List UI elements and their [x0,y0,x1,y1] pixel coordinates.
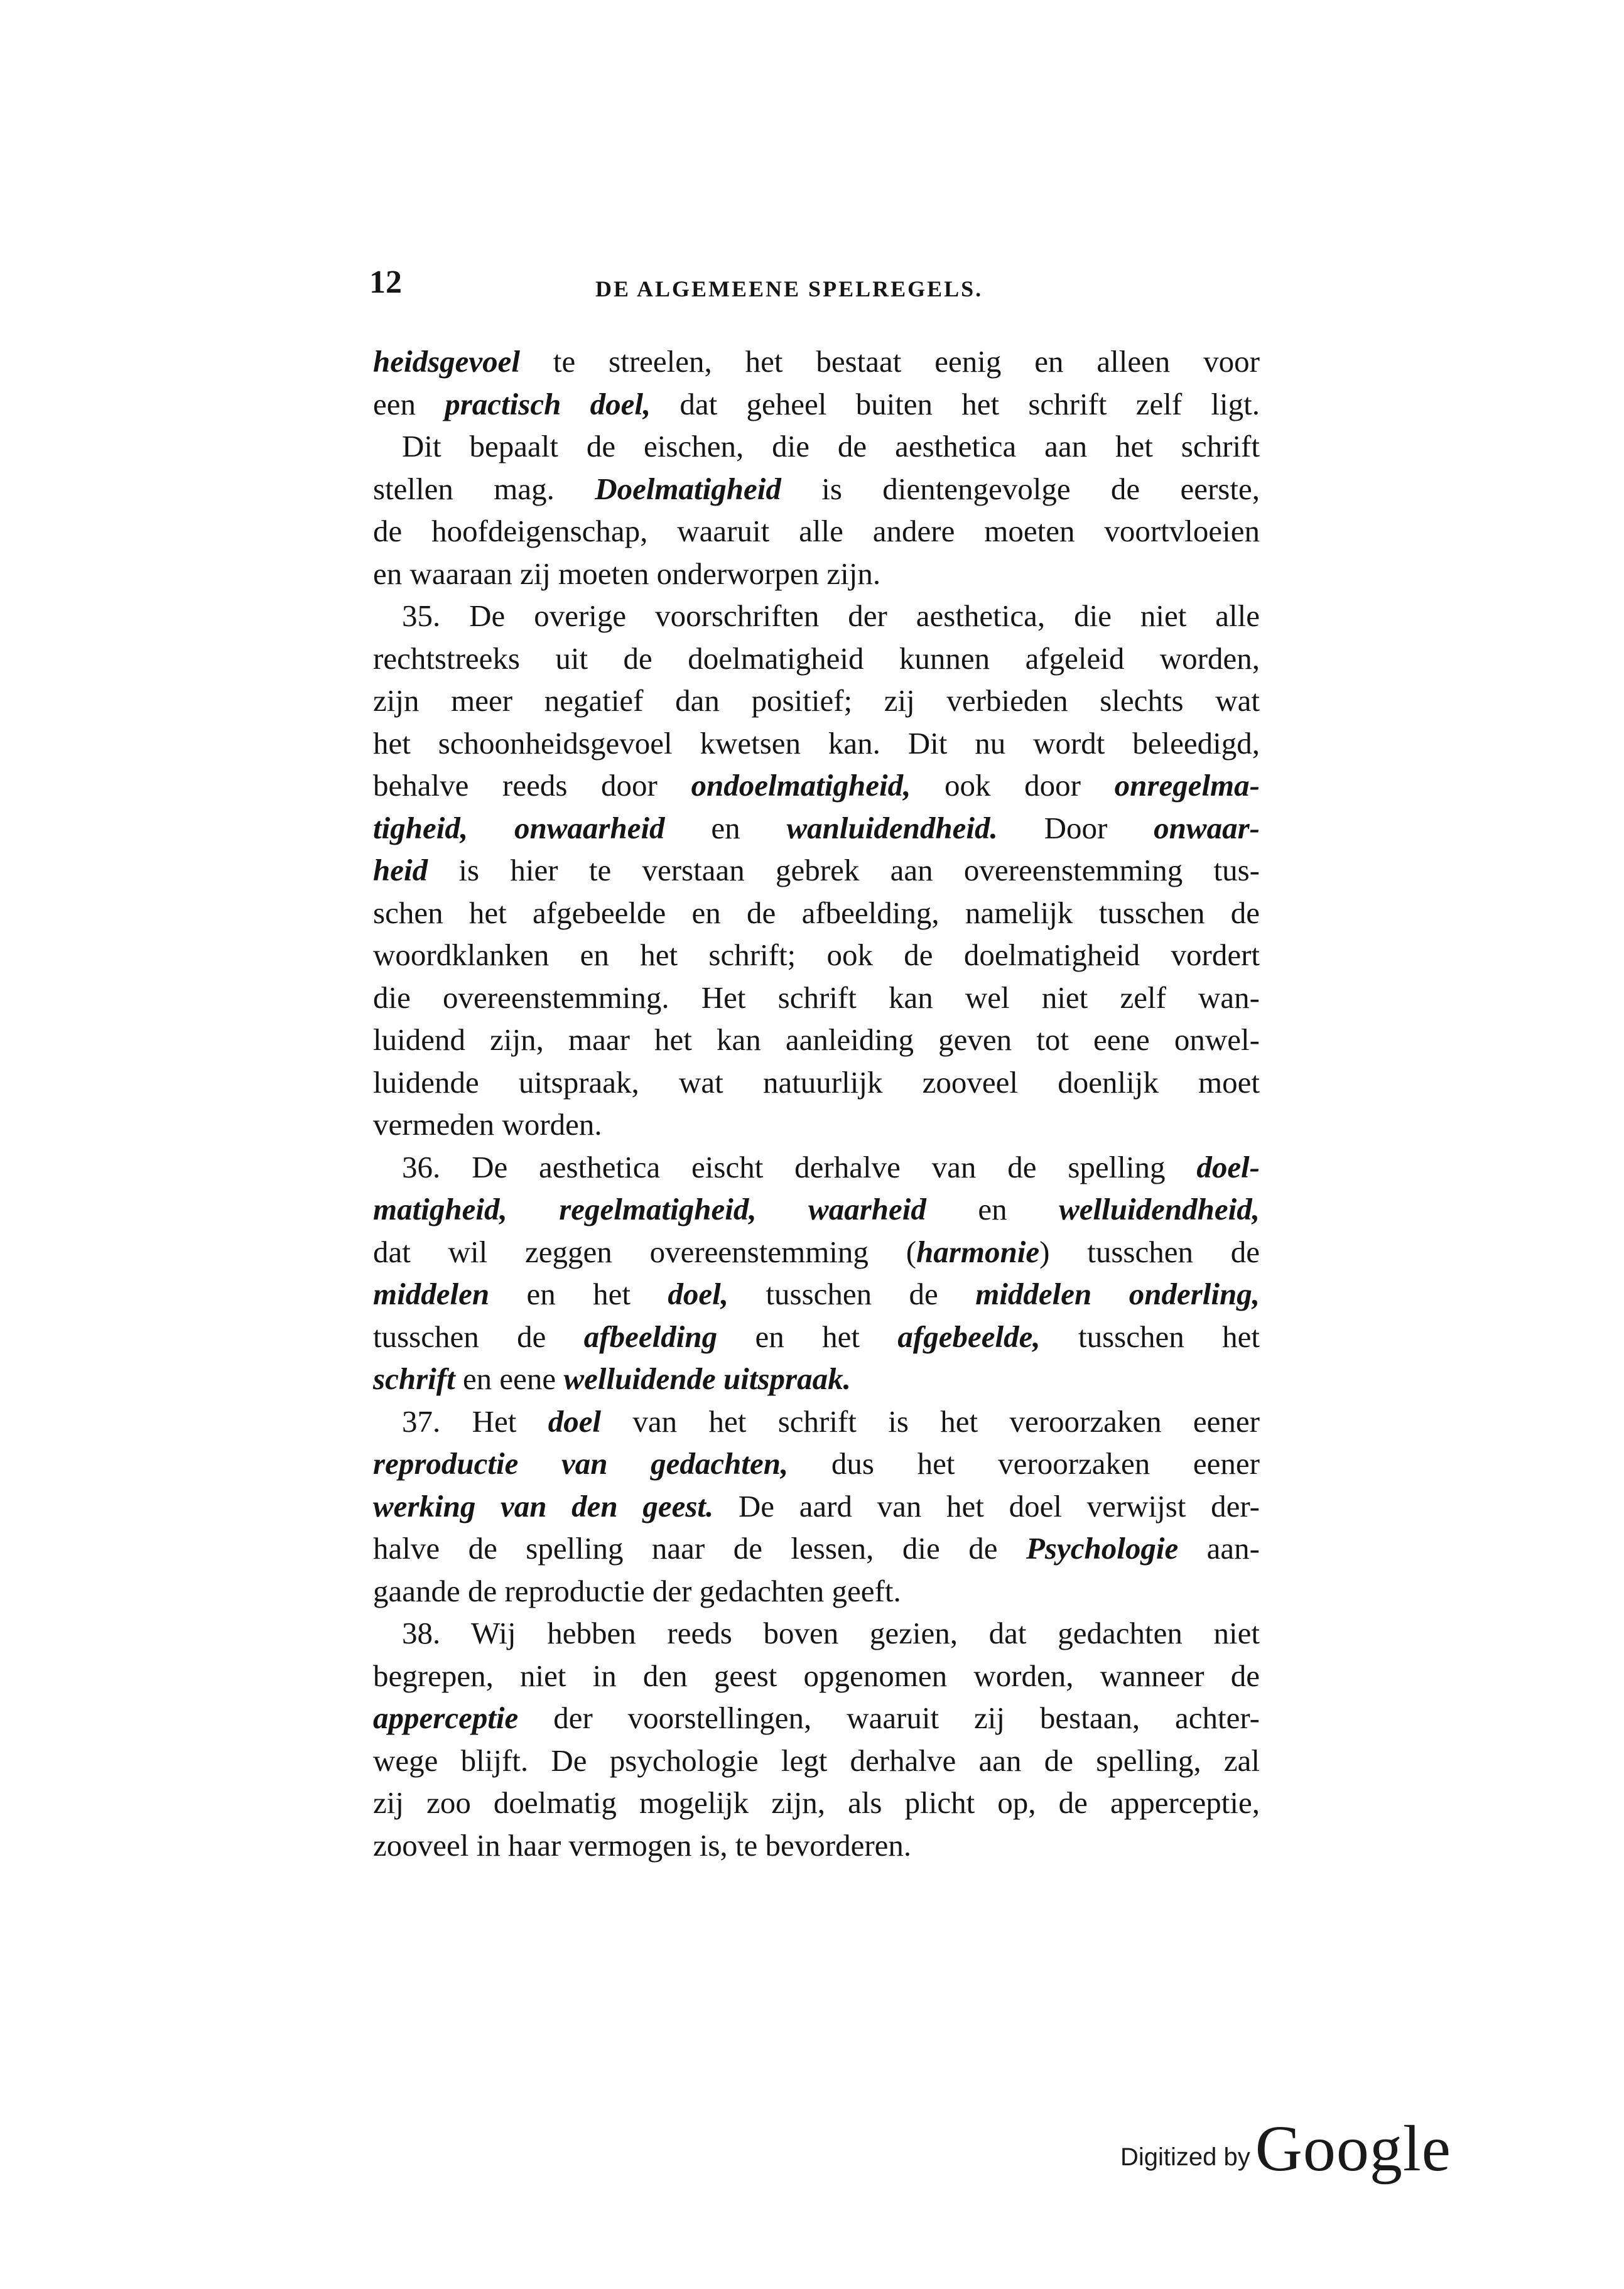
text-line [373,1442,1260,1485]
text-segment: schen het afgebeelde en de afbeelding, namelijk tusschen de [373,895,1260,930]
text-segment: een [373,386,445,421]
emphasis-text: practisch doel, [445,386,651,421]
text-segment: is hier te verstaan gebrek aan overeenstemming tus- [428,853,1260,887]
emphasis-text: middelen [373,1277,490,1311]
text-segment: de hoofdeigenschap, waaruit alle andere moeten voortvloeien [373,514,1260,548]
text-segment: ook door [911,768,1115,803]
emphasis-text: Psychologie [1026,1531,1179,1566]
text-segment: stellen mag. [373,471,595,506]
text-line [373,807,1260,850]
text-segment: dat geheel buiten het schrift zelf ligt. [651,386,1260,421]
text-line [373,1188,1260,1231]
page-number: 12 [369,264,402,300]
emphasis-text: tigheid, [373,810,468,845]
text-line [373,1146,1260,1189]
text-segment: tusschen de [728,1277,976,1311]
text-segment: woordklanken en het schrift; ook de doelmatigheid vordert [373,938,1260,972]
text-segment: aan- [1178,1531,1260,1566]
text-segment: zij zoo doelmatig mogelijk zijn, als plicht op, de apperceptie, [373,1785,1260,1820]
text-segment: en [664,810,787,845]
text-segment: tusschen de [373,1319,584,1354]
emphasis-text: Doelmatigheid [595,471,781,506]
text-line [373,1612,1260,1655]
text-segment: rechtstreeks uit de doelmatigheid kunnen afgeleid worden, [373,641,1260,676]
text-segment: zijn meer negatief dan positief; zij verbieden slechts wat [373,683,1260,718]
text-line [373,892,1260,934]
text-line [373,764,1260,807]
body-text [373,340,1260,1866]
emphasis-text: waarheid [808,1192,926,1226]
text-line [373,1570,1260,1613]
text-segment: en het [489,1277,668,1311]
text-segment [757,1192,808,1226]
text-segment: behalve reeds door [373,768,691,803]
text-line [373,637,1260,680]
text-segment: en waaraan zij moeten onderworpen zijn. [373,556,881,591]
text-segment: der voorstellingen, waaruit zij bestaan, achter- [518,1701,1260,1735]
text-line [373,1740,1260,1782]
text-line [373,934,1260,977]
text-segment: dus het veroorzaken eener [788,1446,1260,1481]
text-segment: halve de spelling naar de lessen, die de [373,1531,1026,1566]
text-segment: Dit bepaalt de eischen, die de aesthetica aan het schrift [402,429,1260,463]
text-line [373,1103,1260,1146]
text-segment [468,811,514,845]
emphasis-text: onregelma- [1114,768,1260,803]
text-line [373,679,1260,722]
text-segment: 35. De overige voorschriften der aesthetica, die niet alle [402,598,1260,633]
text-line [373,1697,1260,1740]
text-segment: vermeden worden. [373,1107,602,1142]
emphasis-text: afbeelding [583,1319,718,1354]
text-line [373,425,1260,468]
text-line [373,468,1260,511]
emphasis-text: werking van den geest. [373,1488,714,1523]
text-segment: gaande de reproductie der gedachten geeft. [373,1573,901,1608]
text-line [373,1273,1260,1316]
emphasis-text: wanluidendheid. [786,810,998,845]
text-segment: en eene [455,1361,564,1396]
emphasis-text: reproductie van gedachten, [373,1446,789,1481]
emphasis-text: afgebeelde, [897,1319,1041,1354]
emphasis-text: heidsgevoel [373,344,521,379]
text-segment: 36. De aesthetica eischt derhalve van de spelling [402,1149,1197,1184]
text-line [373,1485,1260,1528]
text-line [373,1316,1260,1358]
text-segment: wege blijft. De psychologie legt derhalve aan de spelling, zal [373,1743,1260,1778]
google-logo: Google [1255,2113,1451,2185]
emphasis-text: apperceptie [373,1701,519,1735]
emphasis-text: welluidendheid, [1059,1192,1260,1226]
text-line [373,1824,1260,1867]
emphasis-text: doel [548,1404,602,1439]
text-segment: het schoonheidsgevoel kwetsen kan. Dit nu wordt beleedigd, [373,725,1260,760]
text-segment: ) tusschen de [1039,1234,1260,1269]
text-line [373,1527,1260,1570]
text-line [373,510,1260,553]
digitized-by-label: Digitized by [1120,2143,1250,2171]
text-line [373,1231,1260,1274]
text-line [373,1400,1260,1443]
text-segment: te streelen, het bestaat eenig en alleen voor [520,344,1260,379]
text-segment: is dientengevolge de eerste, [781,471,1260,506]
digitized-by-google-watermark [1120,2111,1451,2186]
emphasis-text: doel- [1196,1149,1260,1184]
text-line [373,595,1260,637]
text-line [373,1019,1260,1061]
emphasis-text: matigheid, [373,1192,507,1226]
text-line [373,383,1260,426]
text-segment: van het schrift is het veroorzaken eener [601,1404,1260,1439]
text-segment: zooveel in haar vermogen is, te bevorderen. [373,1827,912,1863]
text-segment: dat wil zeggen overeenstemming ( [373,1234,917,1269]
emphasis-text: ondoelmatigheid, [691,768,911,803]
text-line [373,849,1260,892]
text-segment: begrepen, niet in den geest opgenomen worden, wanneer de [373,1658,1260,1693]
text-line [373,1655,1260,1697]
text-segment: Door [997,810,1154,845]
text-segment: 38. Wij hebben reeds boven gezien, dat gedachten niet [402,1616,1260,1650]
text-segment: 37. Het [402,1404,548,1439]
emphasis-text: onwaarheid [514,810,665,845]
text-line [373,977,1260,1019]
emphasis-text: doel, [668,1277,729,1311]
emphasis-text: harmonie [916,1234,1040,1269]
text-line [373,1061,1260,1104]
text-segment: luidende uitspraak, wat natuurlijk zooveel doenlijk moet [373,1064,1260,1100]
text-line [373,1358,1260,1400]
text-line [373,722,1260,765]
text-line [373,1782,1260,1824]
text-line [373,340,1260,383]
text-line [373,553,1260,595]
text-segment: tusschen het [1040,1319,1260,1354]
emphasis-text: middelen onderling, [975,1277,1260,1311]
emphasis-text: heid [373,853,428,887]
running-head: DE ALGEMEENE SPELREGELS. [595,276,983,301]
text-segment [507,1192,559,1226]
text-segment: die overeenstemming. Het schrift kan wel niet zelf wan- [373,980,1260,1015]
emphasis-text: regelmatigheid, [559,1192,757,1226]
text-segment: luidend zijn, maar het kan aanleiding geven tot eene onwel- [373,1022,1260,1057]
text-segment: De aard van het doel verwijst der- [713,1488,1260,1523]
text-segment: en [926,1192,1059,1226]
text-segment: en het [717,1319,898,1354]
emphasis-text: welluidende uitspraak. [563,1361,851,1396]
emphasis-text: schrift [373,1361,455,1396]
emphasis-text: onwaar- [1154,810,1260,845]
